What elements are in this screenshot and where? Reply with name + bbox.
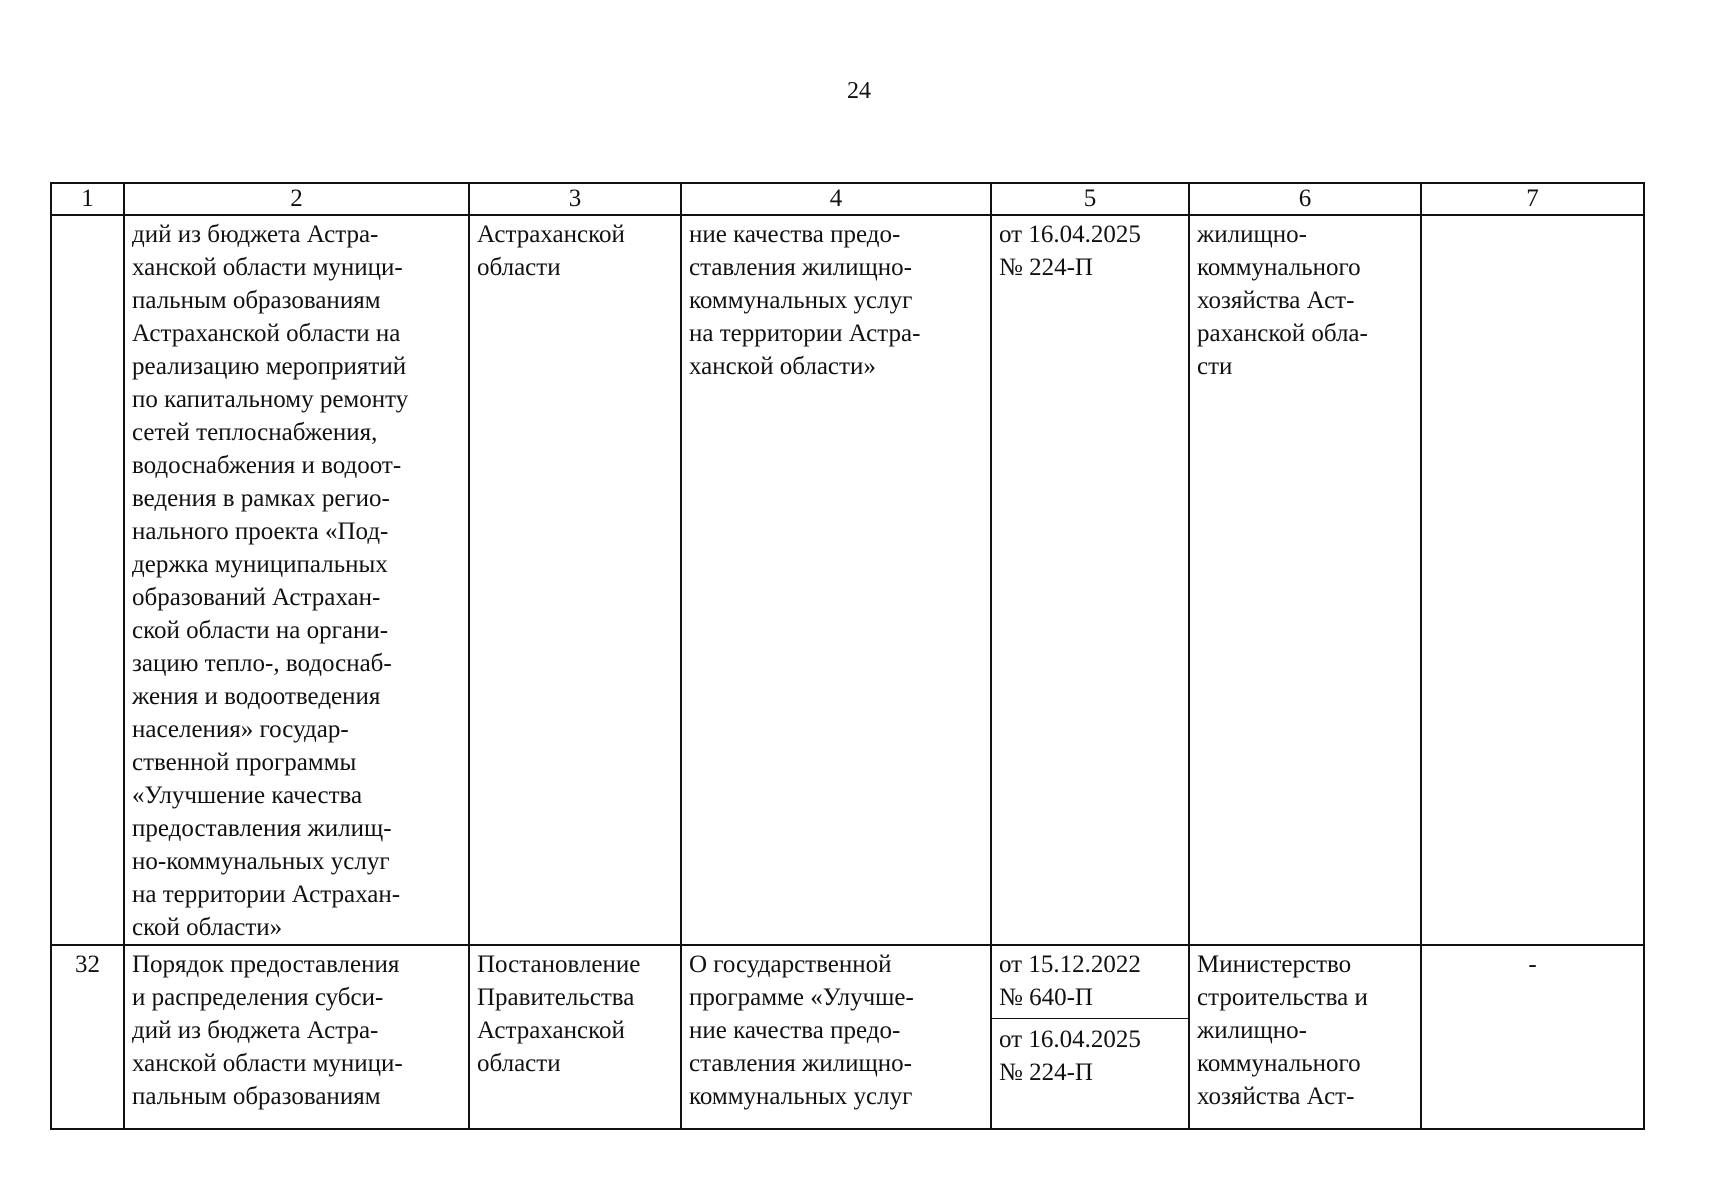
text-line: жения и водоотведения (132, 683, 381, 710)
text-line: коммунального (1197, 254, 1361, 281)
text-line: ханской области муници- (132, 254, 403, 281)
document-date-cell (991, 945, 1189, 1129)
text-line: водоснабжения и водоот- (132, 452, 402, 479)
document-title-cell (124, 215, 469, 945)
note-cell: - (1421, 945, 1644, 1129)
text-line: от 16.04.2025 (999, 1026, 1141, 1053)
text-line: пальным образованиям (132, 287, 381, 314)
text-line: образований Астрахан- (132, 584, 381, 611)
text-line: ние качества предо- (689, 1017, 901, 1044)
text-line: ской области на органи- (132, 617, 389, 644)
text-line: ханской области муници- (132, 1050, 403, 1077)
row-number-cell: 32 (51, 945, 124, 1129)
text-line: № 224-П (999, 254, 1093, 281)
text-line: Астраханской (477, 221, 625, 248)
text-line: сетей теплоснабжения, (132, 419, 378, 446)
text-line: пальным образованиям (132, 1083, 381, 1110)
header-cell: 6 (1189, 183, 1421, 215)
text-line: хозяйства Аст- (1197, 287, 1355, 314)
text-line: строительства и (1197, 984, 1368, 1011)
text-line: хозяйства Аст- (1197, 1083, 1355, 1110)
text-line: ставления жилищно- (689, 1050, 912, 1077)
text-line: области (477, 254, 561, 281)
text-line: ведения в рамках регио- (132, 485, 390, 512)
text-line: от 15.12.2022 (999, 951, 1141, 978)
header-cell: 4 (681, 183, 991, 215)
text-line: коммунального (1197, 1050, 1361, 1077)
text-line: жилищно- (1197, 221, 1307, 248)
text-line: и распределения субси- (132, 984, 384, 1011)
header-cell: 5 (991, 183, 1189, 215)
note-cell (1421, 215, 1644, 945)
text-line: населения» государ- (132, 716, 349, 743)
text-line: области (477, 1050, 561, 1077)
document-type-cell (469, 215, 681, 945)
text-line: по капитальному ремонту (132, 386, 409, 413)
text-line: зацию тепло-, водоснаб- (132, 650, 392, 677)
header-cell: 3 (469, 183, 681, 215)
text-line: программе «Улучше- (689, 984, 914, 1011)
text-line: ской области» (132, 914, 283, 941)
text-line: на территории Астра- (689, 320, 921, 347)
text-line: предоставления жилищ- (132, 815, 392, 842)
text-line: от 16.04.2025 (999, 221, 1141, 248)
text-line: № 224-П (999, 1059, 1093, 1086)
text-line: Правительства (477, 984, 635, 1011)
table-row (51, 215, 1644, 945)
text-line: нального проекта «Под- (132, 518, 389, 545)
text-line: раханской обла- (1197, 320, 1368, 347)
responsible-authority-cell (1189, 945, 1421, 1129)
text-line: Астраханской области на (132, 320, 401, 347)
header-cell: 1 (51, 183, 124, 215)
text-line: ставления жилищно- (689, 254, 912, 281)
text-line: Постановление (477, 951, 641, 978)
text-line: жилищно- (1197, 1017, 1307, 1044)
document-title-cell (124, 945, 469, 1129)
text-line: «Улучшение качества (132, 782, 363, 809)
responsible-authority-cell (1189, 215, 1421, 945)
date-entry-first (992, 948, 1188, 1019)
header-cell: 7 (1421, 183, 1644, 215)
document-name-cell (681, 945, 991, 1129)
text-line: коммунальных услуг (689, 1083, 913, 1110)
document-type-cell (469, 945, 681, 1129)
register-table (50, 182, 1645, 1130)
table-row (51, 945, 1644, 1129)
text-line: держка муниципальных (132, 551, 388, 578)
text-line: Порядок предоставления (132, 951, 400, 978)
text-line: реализацию мероприятий (132, 353, 407, 380)
document-name-cell (681, 215, 991, 945)
date-entry-second (999, 1019, 1181, 1089)
text-line: коммунальных услуг (689, 287, 913, 314)
text-line: Министерство (1197, 951, 1352, 978)
document-date-cell (991, 215, 1189, 945)
text-line: на территории Астрахан- (132, 881, 401, 908)
row-number-cell (51, 215, 124, 945)
text-line: сти (1197, 353, 1233, 380)
text-line: ние качества предо- (689, 221, 901, 248)
text-line: ханской области» (689, 353, 876, 380)
header-cell: 2 (124, 183, 469, 215)
text-line: О государственной (689, 951, 892, 978)
text-line: дий из бюджета Астра- (132, 1017, 379, 1044)
header-row (51, 183, 1644, 215)
page-number: 24 (847, 78, 871, 104)
text-line: ственной программы (132, 749, 357, 776)
text-line: но-коммунальных услуг (132, 848, 390, 875)
text-line: № 640-П (999, 984, 1093, 1011)
text-line: дий из бюджета Астра- (132, 221, 379, 248)
text-line: Астраханской (477, 1017, 625, 1044)
